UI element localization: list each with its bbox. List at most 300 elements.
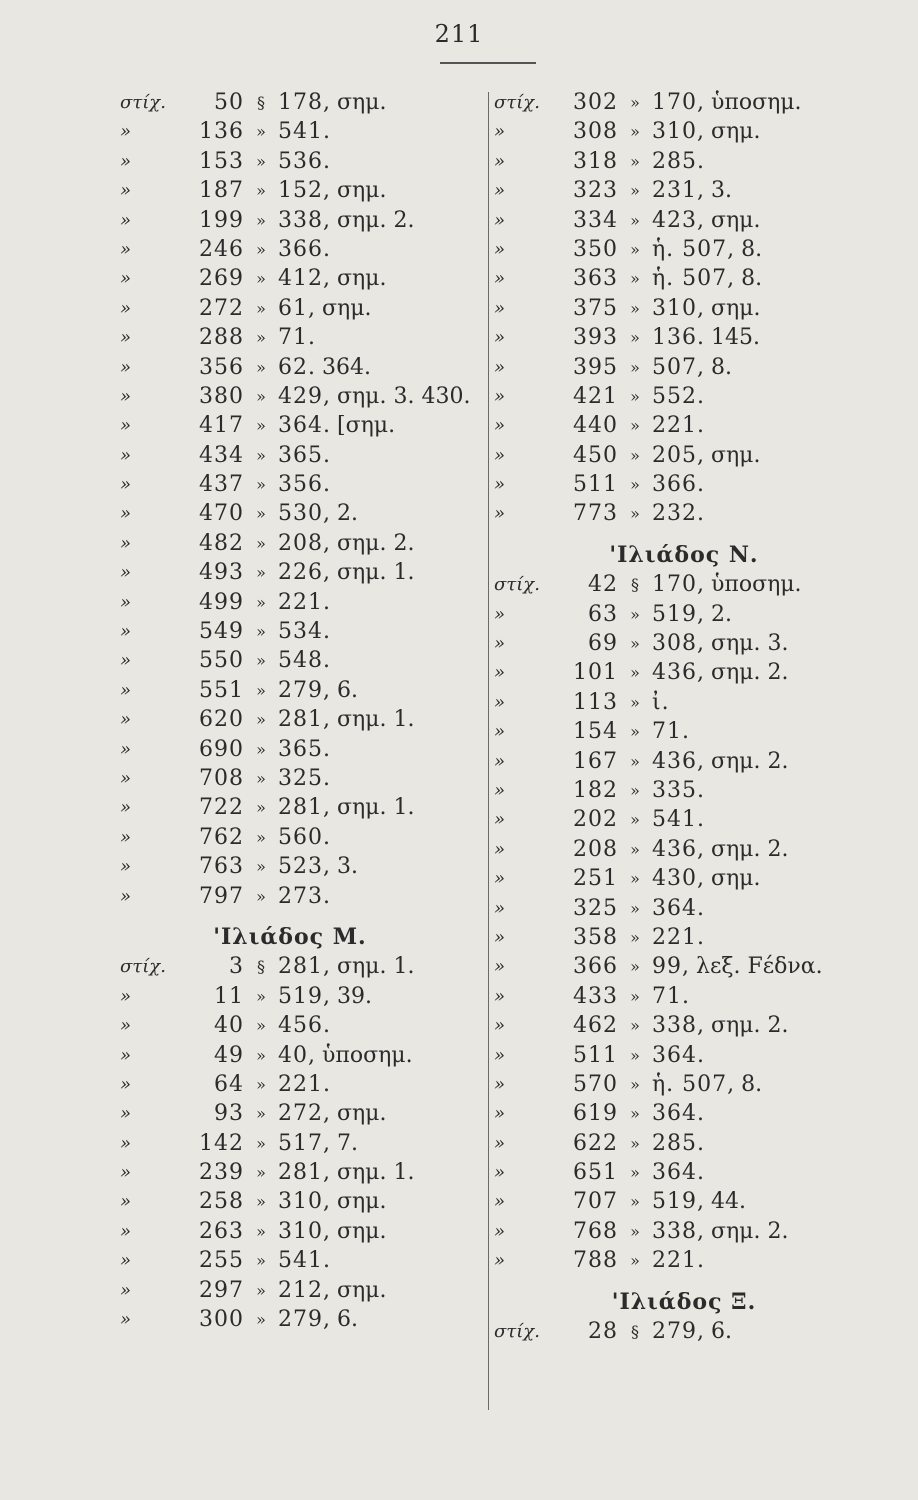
separator-mark: » — [256, 1045, 266, 1065]
index-entry — [494, 470, 894, 499]
separator-mark: » — [256, 827, 266, 847]
index-entry — [120, 1099, 490, 1128]
index-entry — [494, 1158, 894, 1187]
entry-label: στίχ. — [120, 92, 166, 113]
separator-mark: » — [256, 592, 266, 612]
index-entry — [494, 235, 894, 264]
page-reference: 541. — [278, 119, 331, 145]
page-reference: 364. — [652, 895, 705, 921]
page-reference: 338, — [652, 1218, 705, 1244]
page-reference: 221. — [278, 1071, 331, 1097]
line-number: 619 — [573, 1101, 618, 1127]
page-reference: 221. — [652, 413, 705, 439]
index-entry — [120, 235, 490, 264]
entry-label: » — [494, 750, 506, 772]
separator-mark: » — [256, 1074, 266, 1094]
line-number: 433 — [573, 983, 618, 1009]
entry-label: στίχ. — [494, 92, 540, 113]
page-reference: 152, — [278, 178, 331, 204]
reference-note: σημ. — [710, 442, 761, 468]
page-reference: 430, — [652, 866, 705, 892]
page-reference: 273. — [278, 883, 331, 909]
line-number: 358 — [573, 924, 618, 950]
page-reference: 205, — [652, 442, 705, 468]
line-number: 101 — [573, 660, 618, 686]
entry-label: » — [494, 985, 506, 1007]
separator-mark: § — [631, 1322, 639, 1342]
index-entry — [120, 264, 490, 293]
entry-label: » — [120, 209, 132, 231]
line-number: 50 — [214, 90, 244, 115]
reference-note: σημ. 1. — [336, 1160, 415, 1186]
entry-label: » — [494, 603, 506, 625]
separator-mark: » — [256, 886, 266, 906]
separator-mark: » — [630, 1133, 640, 1153]
separator-mark: » — [630, 269, 640, 289]
page-reference: 364. — [278, 413, 331, 439]
page-reference: 279, — [652, 1319, 705, 1345]
entry-label: στίχ. — [494, 1321, 540, 1343]
entry-label: » — [120, 1103, 132, 1125]
entry-label: » — [120, 1309, 132, 1331]
entry-label: » — [494, 809, 506, 831]
reference-note: σημ. — [336, 1218, 387, 1244]
line-number: 375 — [573, 295, 618, 321]
entry-label: » — [120, 356, 132, 378]
entry-label: » — [120, 1191, 132, 1213]
index-entry — [494, 382, 894, 411]
separator-mark: » — [630, 357, 640, 377]
reference-note: σημ. 3. — [710, 631, 789, 657]
entry-label: » — [120, 121, 132, 143]
reference-note: σημ. — [336, 178, 387, 204]
page-reference: 366. — [278, 236, 331, 262]
separator-mark: » — [630, 475, 640, 495]
reference-note: 8. — [741, 1071, 763, 1097]
entry-label: » — [120, 180, 132, 202]
page-reference: 231, — [652, 178, 705, 204]
index-entry — [120, 982, 490, 1011]
index-entry — [494, 1187, 894, 1216]
section-heading: 'Ιλιάδος Ξ. — [611, 1288, 757, 1315]
entry-label: » — [494, 238, 506, 260]
page-reference: 208, — [278, 530, 331, 556]
index-entry — [494, 1246, 894, 1275]
line-number: 11 — [214, 983, 244, 1009]
reference-note: σημ. — [336, 90, 387, 115]
reference-note: σημ. 2. — [710, 660, 789, 686]
index-entry — [494, 88, 894, 117]
line-number: 251 — [573, 866, 618, 892]
index-entry — [494, 206, 894, 235]
page-reference: 364. — [652, 1042, 705, 1068]
entry-label: » — [494, 209, 506, 231]
page-reference: 281, — [278, 954, 331, 980]
line-number: 570 — [573, 1071, 618, 1097]
separator-mark: » — [256, 622, 266, 642]
reference-note: 2. — [336, 501, 358, 527]
index-entry — [494, 776, 894, 805]
index-entry — [120, 1276, 490, 1305]
index-entry — [494, 117, 894, 146]
index-entry — [494, 1317, 894, 1346]
separator-mark: » — [630, 780, 640, 800]
page-reference: 541. — [278, 1248, 331, 1274]
index-entry — [120, 764, 490, 793]
entry-label: » — [120, 444, 132, 466]
entry-label: » — [494, 779, 506, 801]
reference-note: σημ. 1. — [336, 795, 415, 821]
separator-mark: » — [630, 810, 640, 830]
separator-mark: § — [257, 957, 265, 977]
separator-mark: » — [256, 768, 266, 788]
page-reference: 170, — [652, 572, 705, 598]
reference-note: σημ. — [336, 1189, 387, 1215]
entry-label: » — [120, 1279, 132, 1301]
index-entry — [120, 646, 490, 675]
index-entry — [120, 353, 490, 382]
right-column — [494, 88, 894, 1346]
page-reference: 279, — [278, 677, 331, 703]
line-number: 421 — [573, 383, 618, 409]
entry-label: » — [120, 1162, 132, 1184]
entry-label: » — [120, 856, 132, 878]
entry-label: » — [120, 385, 132, 407]
line-number: 202 — [573, 807, 618, 833]
separator-mark: » — [256, 239, 266, 259]
line-number: 28 — [588, 1319, 618, 1345]
separator-mark: » — [630, 386, 640, 406]
index-entry — [494, 499, 894, 528]
separator-mark: » — [256, 798, 266, 818]
page-reference: 338, — [652, 1013, 705, 1039]
separator-mark: » — [630, 869, 640, 889]
separator-mark: » — [256, 1133, 266, 1153]
page-reference: 272, — [278, 1101, 331, 1127]
separator-mark: » — [630, 181, 640, 201]
separator-mark: » — [256, 151, 266, 171]
page-reference: 221. — [652, 1248, 705, 1274]
separator-mark: » — [256, 1221, 266, 1241]
separator-mark: » — [630, 445, 640, 465]
line-number: 350 — [573, 236, 618, 262]
index-entry — [120, 382, 490, 411]
index-entry — [494, 294, 894, 323]
index-entry — [494, 717, 894, 746]
page-reference: 365. — [278, 442, 331, 468]
line-number: 511 — [573, 1042, 618, 1068]
reference-note: σημ. 1. — [336, 954, 415, 980]
page-reference: ἡ. 507, — [652, 266, 736, 292]
separator-mark: » — [630, 839, 640, 859]
line-number: 440 — [573, 413, 618, 439]
line-number: 395 — [573, 354, 618, 380]
entry-label: » — [494, 1044, 506, 1066]
separator-mark: » — [630, 151, 640, 171]
separator-mark: » — [256, 1310, 266, 1330]
index-entry — [494, 658, 894, 687]
reference-note: σημ. — [336, 266, 387, 292]
line-number: 3 — [229, 954, 244, 980]
separator-mark: » — [630, 634, 640, 654]
index-entry — [120, 1187, 490, 1216]
line-number: 708 — [199, 765, 244, 791]
page-reference: 534. — [278, 619, 331, 645]
line-number: 63 — [588, 601, 618, 627]
separator-mark: » — [630, 898, 640, 918]
line-number: 136 — [199, 119, 244, 145]
entry-label: » — [494, 444, 506, 466]
reference-note: σημ. — [710, 295, 761, 321]
index-entry — [494, 688, 894, 717]
index-entry — [494, 411, 894, 440]
index-entry — [494, 1011, 894, 1040]
separator-mark: » — [630, 957, 640, 977]
line-number: 511 — [573, 472, 618, 498]
page-reference: 429, — [278, 383, 331, 409]
separator-mark: » — [256, 533, 266, 553]
line-number: 255 — [199, 1248, 244, 1274]
separator-mark: » — [256, 181, 266, 201]
entry-label: » — [120, 709, 132, 731]
reference-note: σημ. — [710, 119, 761, 145]
separator-mark: » — [256, 1016, 266, 1036]
entry-label: » — [120, 268, 132, 290]
separator-mark: » — [630, 1045, 640, 1065]
index-entry — [494, 864, 894, 893]
line-number: 154 — [573, 719, 618, 745]
line-number: 288 — [199, 325, 244, 351]
entry-label: » — [494, 1073, 506, 1095]
page-reference: 517, — [278, 1130, 331, 1156]
reference-note: 3. — [336, 854, 358, 880]
reference-note: 2. — [710, 601, 732, 627]
separator-mark: » — [256, 651, 266, 671]
page-number: 211 — [434, 20, 484, 48]
line-number: 493 — [199, 560, 244, 586]
index-entry — [120, 558, 490, 587]
line-number: 302 — [573, 90, 618, 115]
page-reference: 356. — [278, 472, 331, 498]
index-entry — [120, 676, 490, 705]
entry-label: » — [494, 327, 506, 349]
reference-note: ὑποσημ. — [710, 90, 802, 115]
entry-label: » — [120, 621, 132, 643]
line-number: 437 — [199, 472, 244, 498]
page-reference: 560. — [278, 824, 331, 850]
line-number: 318 — [573, 148, 618, 174]
line-number: 334 — [573, 207, 618, 233]
entry-label: » — [494, 691, 506, 713]
line-number: 208 — [573, 836, 618, 862]
page-reference: 61, — [278, 295, 316, 321]
line-number: 470 — [199, 501, 244, 527]
index-entry — [120, 88, 490, 117]
index-entry — [494, 629, 894, 658]
line-number: 69 — [588, 631, 618, 657]
entry-label: » — [494, 180, 506, 202]
page-reference: 170, — [652, 90, 705, 115]
entry-label: » — [494, 150, 506, 172]
page-reference: 530, — [278, 501, 331, 527]
separator-mark: » — [630, 692, 640, 712]
separator-mark: » — [256, 1251, 266, 1271]
separator-mark: » — [256, 710, 266, 730]
index-entry — [120, 588, 490, 617]
separator-mark: » — [630, 604, 640, 624]
line-number: 272 — [199, 295, 244, 321]
section-heading: 'Ιλιάδος Μ. — [213, 923, 367, 950]
index-entry — [120, 793, 490, 822]
separator-mark: » — [256, 328, 266, 348]
index-entry — [494, 441, 894, 470]
reference-note: σημ. 2. — [710, 1218, 789, 1244]
reference-note: 39. — [336, 983, 372, 1009]
index-entry — [494, 264, 894, 293]
separator-mark: » — [256, 386, 266, 406]
separator-mark: » — [630, 298, 640, 318]
line-number: 199 — [199, 207, 244, 233]
page-reference: 226, — [278, 560, 331, 586]
page-reference: 212, — [278, 1277, 331, 1303]
index-entry — [120, 176, 490, 205]
page-reference: 541. — [652, 807, 705, 833]
separator-mark: » — [256, 1104, 266, 1124]
separator-mark: » — [256, 357, 266, 377]
separator-mark: » — [630, 722, 640, 742]
page-reference: 456. — [278, 1013, 331, 1039]
entry-label: » — [494, 1103, 506, 1125]
line-number: 263 — [199, 1218, 244, 1244]
index-entry — [120, 470, 490, 499]
reference-note: λεξ. Fέδνα. — [696, 954, 823, 980]
line-number: 622 — [573, 1130, 618, 1156]
page-reference: 507, — [652, 354, 705, 380]
entry-label: » — [120, 150, 132, 172]
entry-label: » — [494, 633, 506, 655]
reference-note: 6. — [710, 1319, 732, 1345]
separator-mark: » — [630, 504, 640, 524]
entry-label: » — [494, 1250, 506, 1272]
line-number: 64 — [214, 1071, 244, 1097]
page-reference: ἡ. 507, — [652, 1071, 736, 1097]
index-entry — [494, 353, 894, 382]
entry-label: » — [494, 838, 506, 860]
line-number: 308 — [573, 119, 618, 145]
page-number-rule — [440, 62, 536, 64]
index-entry — [494, 323, 894, 352]
entry-label: » — [120, 650, 132, 672]
reference-note: 145. — [710, 325, 760, 351]
reference-note: 6. — [336, 677, 358, 703]
page-reference: 423, — [652, 207, 705, 233]
index-entry — [494, 1099, 894, 1128]
index-entry — [120, 1070, 490, 1099]
reference-note: σημ. 2. — [336, 207, 415, 233]
page-reference: 308, — [652, 631, 705, 657]
separator-mark: » — [630, 751, 640, 771]
reference-note: 7. — [336, 1130, 358, 1156]
separator-mark: » — [630, 663, 640, 683]
line-number: 187 — [199, 178, 244, 204]
separator-mark: » — [630, 239, 640, 259]
index-entry — [120, 411, 490, 440]
entry-label: » — [494, 662, 506, 684]
index-entry — [120, 529, 490, 558]
separator-mark: » — [256, 504, 266, 524]
entry-label: » — [120, 591, 132, 613]
reference-note: σημ. — [336, 1277, 387, 1303]
reference-note: σημ. — [710, 866, 761, 892]
line-number: 246 — [199, 236, 244, 262]
index-entry — [494, 1217, 894, 1246]
reference-note: σημ. 2. — [710, 748, 789, 774]
entry-label: » — [120, 1250, 132, 1272]
separator-mark: » — [256, 857, 266, 877]
line-number: 269 — [199, 266, 244, 292]
reference-note: σημ. — [322, 295, 372, 321]
line-number: 722 — [199, 795, 244, 821]
reference-note: σημ. 1. — [336, 707, 415, 733]
page-reference: 412, — [278, 266, 331, 292]
entry-label: » — [494, 1220, 506, 1242]
index-entry — [494, 923, 894, 952]
reference-note: 6. — [336, 1307, 358, 1333]
separator-mark: » — [630, 328, 640, 348]
line-number: 549 — [199, 619, 244, 645]
reference-note: [σημ. — [336, 413, 396, 439]
page-reference: 436, — [652, 748, 705, 774]
line-number: 323 — [573, 178, 618, 204]
index-entry — [120, 617, 490, 646]
separator-mark: » — [256, 210, 266, 230]
entry-label: » — [494, 1015, 506, 1037]
line-number: 49 — [214, 1042, 244, 1068]
index-entry — [120, 323, 490, 352]
page-reference: 523, — [278, 854, 331, 880]
separator-mark: » — [630, 1104, 640, 1124]
line-number: 768 — [573, 1218, 618, 1244]
entry-label: » — [494, 474, 506, 496]
line-number: 551 — [199, 677, 244, 703]
separator-mark: » — [256, 739, 266, 759]
page-reference: 279, — [278, 1307, 331, 1333]
entry-label: » — [120, 826, 132, 848]
index-entry — [120, 1305, 490, 1334]
index-entry — [120, 882, 490, 911]
index-entry — [120, 952, 490, 981]
column-divider — [488, 92, 489, 1410]
entry-label: » — [120, 1132, 132, 1154]
line-number: 258 — [199, 1189, 244, 1215]
reference-note: 44. — [710, 1189, 746, 1215]
entry-label: » — [120, 562, 132, 584]
line-number: 42 — [588, 572, 618, 598]
line-number: 450 — [573, 442, 618, 468]
entry-label: » — [494, 956, 506, 978]
entry-label: » — [494, 385, 506, 407]
page-reference: 310, — [278, 1218, 331, 1244]
reference-note: 8. — [710, 354, 732, 380]
line-number: 93 — [214, 1101, 244, 1127]
line-number: 762 — [199, 824, 244, 850]
page-reference: 310, — [652, 295, 705, 321]
line-number: 620 — [199, 707, 244, 733]
separator-mark: » — [256, 563, 266, 583]
index-entry — [120, 1041, 490, 1070]
entry-label: » — [120, 297, 132, 319]
page-reference: 366. — [652, 472, 705, 498]
